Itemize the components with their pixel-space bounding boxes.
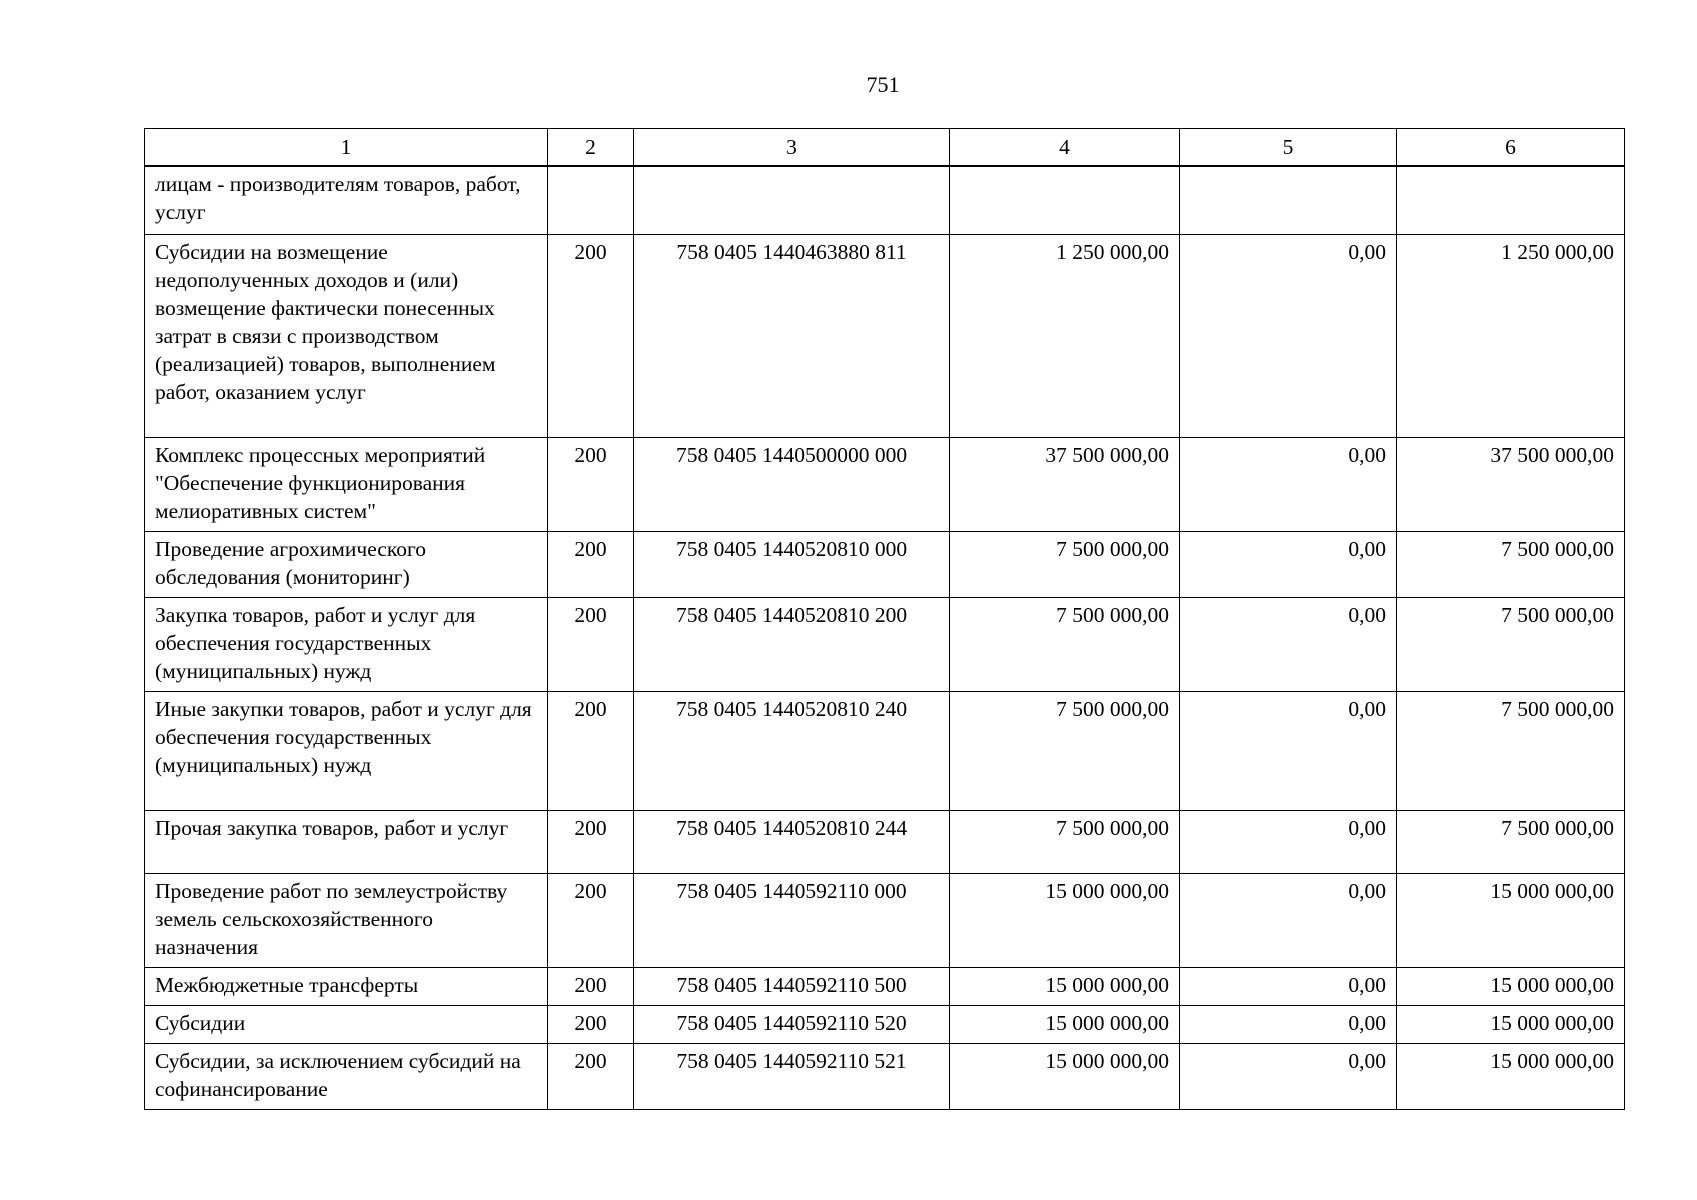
table-row	[145, 967, 1625, 1005]
row-amount-cell: 15 000 000,00	[950, 1005, 1180, 1043]
table-row	[145, 691, 1625, 810]
table-row	[145, 531, 1625, 597]
row-amount-cell: 15 000 000,00	[1397, 873, 1625, 967]
table-row	[145, 810, 1625, 873]
row-amount-cell: 7 500 000,00	[950, 531, 1180, 597]
row-name-cell: лицам - производителям товаров, работ, услуг	[145, 166, 548, 234]
row-amount-cell: 7 500 000,00	[950, 691, 1180, 810]
row-amount-cell	[1397, 166, 1625, 234]
row-name-cell: Межбюджетные трансферты	[145, 967, 548, 1005]
row-amount-cell: 0,00	[1180, 1005, 1397, 1043]
row-classification-cell: 758 0405 1440500000 000	[634, 437, 950, 531]
row-amount-cell: 0,00	[1180, 531, 1397, 597]
row-classification-cell: 758 0405 1440520810 000	[634, 531, 950, 597]
row-classification-cell: 758 0405 1440520810 200	[634, 597, 950, 691]
row-amount-cell: 15 000 000,00	[1397, 967, 1625, 1005]
row-amount-cell: 0,00	[1180, 967, 1397, 1005]
row-name-cell: Комплекс процессных мероприятий "Обеспечение функционирования мелиоративных систем"	[145, 437, 548, 531]
table-row	[145, 234, 1625, 437]
row-amount-cell: 0,00	[1180, 234, 1397, 437]
row-code-cell: 200	[548, 597, 634, 691]
row-code-cell: 200	[548, 437, 634, 531]
row-amount-cell: 15 000 000,00	[950, 873, 1180, 967]
row-amount-cell: 15 000 000,00	[950, 967, 1180, 1005]
row-code-cell: 200	[548, 531, 634, 597]
row-amount-cell: 0,00	[1180, 1043, 1397, 1109]
row-amount-cell: 7 500 000,00	[1397, 531, 1625, 597]
row-amount-cell: 0,00	[1180, 873, 1397, 967]
row-code-cell	[548, 166, 634, 234]
row-classification-cell: 758 0405 1440520810 244	[634, 810, 950, 873]
row-code-cell: 200	[548, 873, 634, 967]
row-amount-cell: 7 500 000,00	[1397, 597, 1625, 691]
row-amount-cell: 0,00	[1180, 810, 1397, 873]
column-header: 2	[548, 129, 634, 167]
row-code-cell: 200	[548, 1005, 634, 1043]
row-amount-cell: 15 000 000,00	[950, 1043, 1180, 1109]
row-amount-cell: 0,00	[1180, 597, 1397, 691]
row-classification-cell: 758 0405 1440592110 000	[634, 873, 950, 967]
column-header: 6	[1397, 129, 1625, 167]
table-row	[145, 1043, 1625, 1109]
row-classification-cell: 758 0405 1440592110 500	[634, 967, 950, 1005]
column-header: 4	[950, 129, 1180, 167]
row-amount-cell: 7 500 000,00	[950, 810, 1180, 873]
row-amount-cell: 0,00	[1180, 691, 1397, 810]
table-row	[145, 597, 1625, 691]
row-name-cell: Закупка товаров, работ и услуг для обеспечения государственных (муниципальных) нужд	[145, 597, 548, 691]
column-header: 3	[634, 129, 950, 167]
row-amount-cell: 1 250 000,00	[1397, 234, 1625, 437]
row-classification-cell: 758 0405 1440592110 521	[634, 1043, 950, 1109]
row-amount-cell: 7 500 000,00	[1397, 691, 1625, 810]
row-amount-cell: 7 500 000,00	[950, 597, 1180, 691]
row-amount-cell	[1180, 166, 1397, 234]
row-name-cell: Субсидии на возмещение недополученных доходов и (или) возмещение фактически понесенных затрат в связи с производством (реализацией) товаров, выполнением работ, оказанием услуг	[145, 234, 548, 437]
table-row	[145, 166, 1625, 234]
row-code-cell: 200	[548, 691, 634, 810]
table-row	[145, 1005, 1625, 1043]
row-code-cell: 200	[548, 1043, 634, 1109]
column-header: 5	[1180, 129, 1397, 167]
row-classification-cell: 758 0405 1440592110 520	[634, 1005, 950, 1043]
row-name-cell: Субсидии, за исключением субсидий на софинансирование	[145, 1043, 548, 1109]
row-name-cell: Субсидии	[145, 1005, 548, 1043]
row-amount-cell: 15 000 000,00	[1397, 1043, 1625, 1109]
column-header: 1	[145, 129, 548, 167]
row-name-cell: Проведение агрохимического обследования (мониторинг)	[145, 531, 548, 597]
table-row	[145, 437, 1625, 531]
table-row	[145, 873, 1625, 967]
row-name-cell: Проведение работ по землеустройству земель сельскохозяйственного назначения	[145, 873, 548, 967]
row-amount-cell: 37 500 000,00	[1397, 437, 1625, 531]
row-name-cell: Прочая закупка товаров, работ и услуг	[145, 810, 548, 873]
row-classification-cell: 758 0405 1440463880 811	[634, 234, 950, 437]
row-code-cell: 200	[548, 967, 634, 1005]
row-name-cell: Иные закупки товаров, работ и услуг для обеспечения государственных (муниципальных) нужд	[145, 691, 548, 810]
row-amount-cell: 1 250 000,00	[950, 234, 1180, 437]
row-amount-cell: 0,00	[1180, 437, 1397, 531]
row-classification-cell: 758 0405 1440520810 240	[634, 691, 950, 810]
row-code-cell: 200	[548, 234, 634, 437]
row-amount-cell: 7 500 000,00	[1397, 810, 1625, 873]
row-classification-cell	[634, 166, 950, 234]
row-code-cell: 200	[548, 810, 634, 873]
row-amount-cell	[950, 166, 1180, 234]
budget-table	[144, 128, 1625, 1110]
row-amount-cell: 37 500 000,00	[950, 437, 1180, 531]
page-number: 751	[866, 72, 900, 97]
table-header-row	[145, 129, 1625, 167]
row-amount-cell: 15 000 000,00	[1397, 1005, 1625, 1043]
